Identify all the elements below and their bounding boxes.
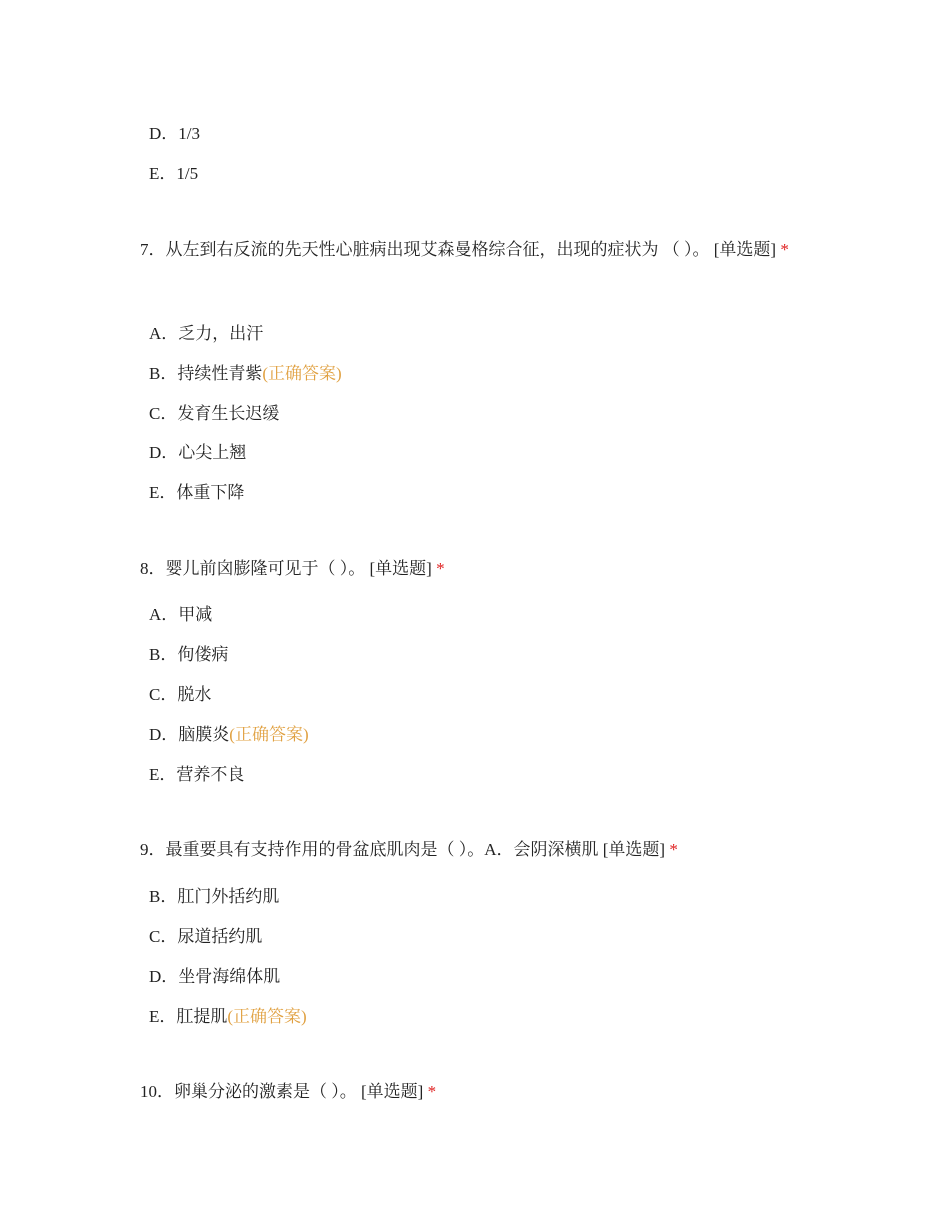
q7-option-a [149,324,263,344]
option-text: 体重下降 [176,483,245,502]
option-text: 肛提肌 [176,1007,228,1026]
q7-option-e [149,483,244,503]
option-text: 营养不良 [176,765,245,784]
q7-option-b [149,364,342,384]
option-text: 1/3 [178,124,201,143]
option-text: 发育生长迟缓 [177,404,280,423]
option-letter: C． [149,927,178,946]
correct-answer-mark: (正确答案) [227,1007,307,1026]
required-asterisk: * [669,840,678,859]
option-text: 尿道括约肌 [177,927,263,946]
q7-option-d [149,443,246,463]
option-text: 佝偻病 [177,645,229,664]
option-letter: D． [149,725,179,744]
question-text: 10．卵巢分泌的激素是（ ）。 [单选题] [140,1082,424,1101]
question-text: 7．从左到右反流的先天性心脏病出现艾森曼格综合征，出现的症状为 （ ）。 [单选题] [140,240,777,259]
question-10-title [140,1073,436,1111]
option-letter: A． [149,324,179,343]
option-letter: C． [149,685,178,704]
q6-option-d [149,124,200,144]
required-asterisk: * [780,240,789,259]
option-text: 肛门外括约肌 [177,887,280,906]
required-asterisk: * [427,1082,437,1101]
q8-option-b [149,645,228,665]
option-text: 坐骨海绵体肌 [178,967,281,986]
option-letter: B． [149,645,178,664]
option-text: 1/5 [176,164,199,183]
option-text: 脱水 [177,685,212,704]
required-asterisk: * [436,559,445,578]
q8-option-d [149,725,309,745]
option-text: 持续性青紫 [177,364,263,383]
option-letter: E． [149,164,177,183]
option-letter: A． [149,605,179,624]
option-letter: C． [149,404,178,423]
option-text: 脑膜炎 [178,725,230,744]
option-letter: E． [149,765,177,784]
option-letter: D． [149,967,179,986]
q6-option-e [149,164,198,184]
option-text: 甲减 [178,605,213,624]
q9-option-d [149,967,280,987]
option-text: 心尖上翘 [178,443,247,462]
option-letter: E． [149,483,177,502]
q8-option-c [149,685,211,705]
question-8-title [140,550,445,588]
q8-option-e [149,765,244,785]
question-text: 8．婴儿前囟膨隆可见于（ ）。 [单选题] [140,559,432,578]
q9-option-e [149,1007,307,1027]
correct-answer-mark: (正确答案) [262,364,342,383]
correct-answer-mark: (正确答案) [229,725,309,744]
option-text: 乏力，出汗 [178,324,264,343]
option-letter: B． [149,887,178,906]
question-7-title [140,231,810,269]
q7-option-c [149,404,279,424]
option-letter: D． [149,124,179,143]
option-letter: B． [149,364,178,383]
question-9-title [140,831,678,869]
q8-option-a [149,605,212,625]
option-letter: D． [149,443,179,462]
question-text: 9．最重要具有支持作用的骨盆底肌肉是（ ）。A．会阴深横肌 [单选题] [140,840,666,859]
option-letter: E． [149,1007,177,1026]
q9-option-b [149,887,279,907]
q9-option-c [149,927,262,947]
